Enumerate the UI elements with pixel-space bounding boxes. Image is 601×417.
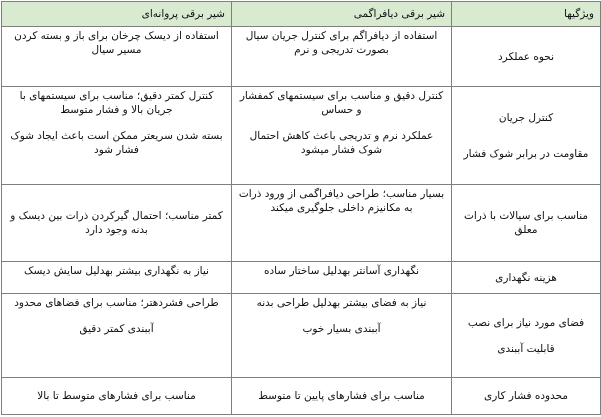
butterfly-cell bbox=[2, 27, 232, 87]
table-row bbox=[2, 294, 601, 378]
butterfly-cell bbox=[2, 294, 232, 378]
header-row bbox=[2, 2, 601, 27]
feature-text: کنترل جریان bbox=[498, 111, 554, 124]
feature-cell bbox=[452, 87, 601, 185]
butterfly-text: بسته شدن سریعتر ممکن است باعث ایجاد شوک فشار شود bbox=[10, 130, 223, 157]
butterfly-text: آببندی کمتر دقیق bbox=[79, 323, 154, 336]
butterfly-text: مناسب برای فشارهای متوسط تا بالا bbox=[37, 390, 196, 403]
feature-text: هزینه نگهداری bbox=[495, 271, 557, 284]
diaphragm-text: بسیار مناسب؛ طراحی دیافراگمی از ورود ذرات به مکانیزم داخلی جلوگیری میکند bbox=[238, 188, 445, 215]
butterfly-text: کنترل کمتر دقیق؛ مناسب برای سیستمهای با جریان بالا و فشار متوسط bbox=[19, 90, 214, 117]
header-features: ویژگیها bbox=[452, 2, 601, 27]
table-row bbox=[2, 185, 601, 262]
table-row bbox=[2, 87, 601, 185]
butterfly-text: طراحی فشردهتر؛ مناسب برای فضاهای محدود bbox=[14, 297, 219, 310]
butterfly-text: نیاز به نگهداری بیشتر بهدلیل سایش دیسک bbox=[24, 264, 209, 277]
header-butterfly-valve: شیر برقی پروانه‌ای bbox=[2, 2, 232, 27]
butterfly-text: کمتر مناسب؛ احتمال گیرکردن ذرات بین دیسک و بدنه وجود دارد bbox=[10, 210, 223, 237]
diaphragm-text: نیاز به فضای بیشتر بهدلیل طراحی بدنه bbox=[256, 297, 427, 310]
table-row bbox=[2, 27, 601, 87]
diaphragm-text: نگهداری آسانتر بهدلیل ساختار ساده bbox=[263, 264, 420, 277]
diaphragm-text: مناسب برای فشارهای پایین تا متوسط bbox=[258, 390, 425, 403]
feature-cell bbox=[452, 378, 601, 415]
diaphragm-text: کنترل دقیق و مناسب برای سیستمهای کمفشار و حساس bbox=[239, 90, 444, 117]
diaphragm-cell bbox=[232, 87, 452, 185]
diaphragm-text: استفاده از دیافراگم برای کنترل جریان سیال بصورت تدریجی و نرم bbox=[245, 30, 438, 56]
feature-text: قابلیت آببندی bbox=[497, 342, 555, 355]
feature-text: فضای مورد نیاز برای نصب bbox=[467, 316, 585, 329]
diaphragm-cell bbox=[232, 261, 452, 293]
feature-text: محدوده فشار کاری bbox=[484, 390, 568, 403]
feature-text: نحوه عملکرد bbox=[497, 50, 555, 63]
butterfly-cell bbox=[2, 87, 232, 185]
feature-text: مناسب برای سیالات با ذرات معلق bbox=[463, 210, 588, 237]
feature-cell bbox=[452, 185, 601, 262]
header-diaphragm-valve: شیر برقی دیافراگمی bbox=[232, 2, 452, 27]
diaphragm-text: عملکرد نرم و تدریجی باعث کاهش احتمال شوک فشار میشود bbox=[249, 130, 434, 157]
butterfly-cell bbox=[2, 378, 232, 415]
butterfly-text: استفاده از دیسک چرخان برای باز و بسته کردن مسیر سیال bbox=[14, 30, 219, 56]
feature-cell bbox=[452, 294, 601, 378]
diaphragm-cell bbox=[232, 294, 452, 378]
diaphragm-cell bbox=[232, 378, 452, 415]
diaphragm-cell bbox=[232, 27, 452, 87]
feature-cell bbox=[452, 27, 601, 87]
table-row bbox=[2, 378, 601, 415]
butterfly-cell bbox=[2, 261, 232, 293]
diaphragm-text: آببندی بسیار خوب bbox=[302, 323, 381, 336]
comparison-table bbox=[1, 1, 601, 415]
feature-cell bbox=[452, 261, 601, 293]
table-row bbox=[2, 261, 601, 293]
diaphragm-cell bbox=[232, 185, 452, 262]
feature-text: مقاومت در برابر شوک فشار bbox=[463, 147, 589, 160]
butterfly-cell bbox=[2, 185, 232, 262]
